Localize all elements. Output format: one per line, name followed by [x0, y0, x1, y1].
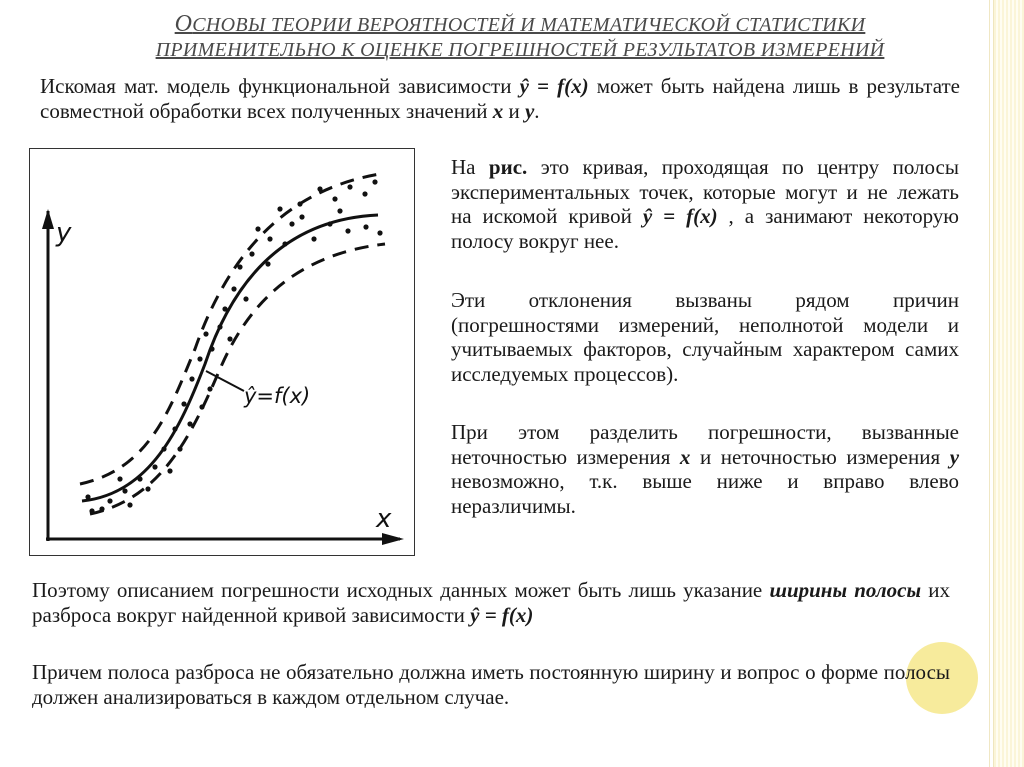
formula-y-hat: ŷ = f(x)	[519, 74, 589, 98]
decorative-border-line	[989, 0, 990, 767]
bottom-paragraph-1: Поэтому описанием погрешности исходных данных может быть лишь указание ширины полосы их разброса вокруг найденной кривой зависимости ŷ = f(x)	[32, 578, 950, 627]
axis-x-label: x	[376, 504, 392, 534]
formula-y-hat: ŷ = f(x)	[470, 602, 534, 627]
decorative-right-border	[993, 0, 1024, 767]
regression-curve	[82, 215, 378, 501]
curve-label: ŷ=f(x)	[244, 384, 311, 408]
experimental-points	[85, 179, 382, 513]
y-axis-arrow	[42, 209, 54, 229]
right-paragraph-3: При этом разделить погрешности, вызванные неточностью измерения x и неточностью измерения y невозможно, т.к. выше ниже и вправо влево неразличимы.	[451, 420, 960, 518]
slide-title-line-1: ОСНОВЫ ТЕОРИИ ВЕРОЯТНОСТЕЙ И МАТЕМАТИЧЕСКОЙ СТАТИСТИКИ	[174, 11, 866, 37]
right-paragraph-2: Эти отклонения вызваны рядом причин (погрешностями измерений, неполнотой модели и учитываемых факторов, случайным характером самих исследуемых процессов).	[451, 288, 959, 386]
lower-band-boundary	[90, 244, 385, 514]
formula-y-hat: ŷ = f(x)	[642, 204, 718, 228]
bottom-paragraph-2: Причем полоса разброса не обязательно должна иметь постоянную ширину и вопрос о форме полосы должен анализироваться в каждом отдельном случае.	[32, 660, 950, 709]
intro-paragraph: Искомая мат. модель функциональной зависимости ŷ = f(x) может быть найдена лишь в результате совместной обработки всех полученных значений x и y.	[40, 74, 960, 123]
figure-box	[29, 148, 415, 556]
x-axis-arrow	[382, 533, 404, 545]
right-paragraph-1: На рис. это кривая, проходящая по центру полосы экспериментальных точек, которые могут и не лежать на искомой кривой ŷ = f(x) , а занимают некоторую полосу вокруг нее.	[451, 155, 959, 253]
slide-title-line-2: ПРИМЕНИТЕЛЬНО К ОЦЕНКЕ ПОГРЕШНОСТЕЙ РЕЗУЛЬТАТОВ ИЗМЕРЕНИЙ	[155, 39, 885, 61]
regression-band-figure	[30, 149, 416, 557]
axis-y-label: y	[56, 218, 72, 248]
